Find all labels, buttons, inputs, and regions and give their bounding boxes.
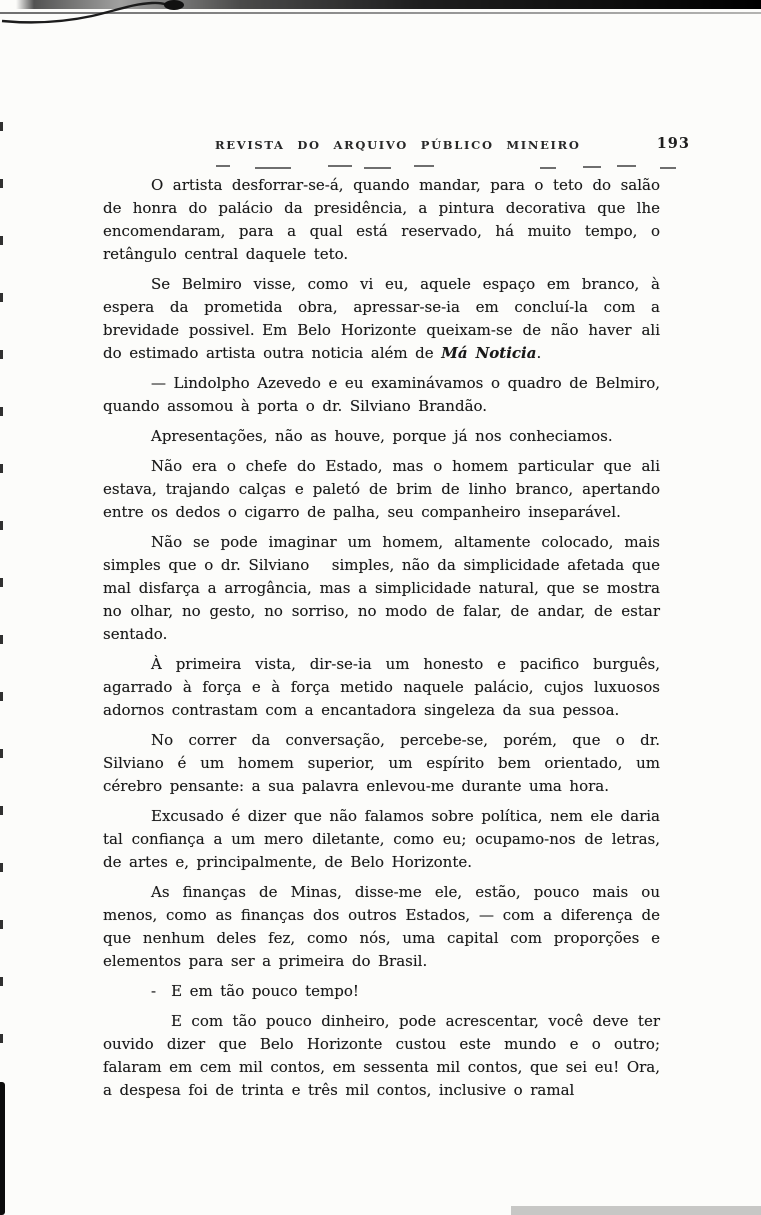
paragraph-text: Se Belmiro visse, como vi eu, aquele espaço em branco, à espera da prometida obra, apressar-se-ia em concluí-la com a brevidade possivel. Em Belo Horizonte queixam-se de não haver ali do estimado artista outra noticia além de — [103, 275, 660, 362]
rule-dash — [660, 167, 676, 169]
scan-artifact-binding-ticks — [0, 122, 3, 1080]
paragraph: Não era o chefe do Estado, mas o homem particular que ali estava, trajando calças e paletó de brim de linho branco, apertando entre os dedos o cigarro de palha, seu companheiro inseparável. — [103, 457, 660, 521]
paragraph: E com tão pouco dinheiro, pode acrescentar, você deve ter ouvido dizer que Belo Horizonte custou este mundo e o outro; falaram em cem mil contos, em sessenta mil contos, que sei eu! Ora, a despesa foi de trinta e três mil contos, inclusive o ramal — [103, 1012, 660, 1099]
emphasized-title: Má Noticia — [441, 344, 537, 362]
paragraph — [103, 273, 660, 365]
rule-dash — [583, 166, 601, 168]
paragraph: - E em tão pouco tempo! — [151, 982, 359, 1000]
paragraph: — Lindolpho Azevedo e eu examinávamos o quadro de Belmiro, quando assomou à porta o dr. Silviano Brandão. — [103, 374, 660, 415]
paragraph: À primeira vista, dir-se-ia um honesto e pacifico burguês, agarrado à força e à força metido naquele palácio, cujos luxuosos adornos contrastam com a encantadora singeleza da sua pessoa. — [103, 655, 660, 719]
rule-dash — [540, 167, 556, 169]
document-body — [103, 174, 660, 1109]
scan-artifact-bottom-band — [511, 1206, 761, 1215]
rule-dash — [414, 165, 434, 167]
page-number: 193 — [656, 135, 690, 152]
scan-artifact-left-strip — [0, 1082, 5, 1215]
rule-dash — [364, 167, 391, 169]
journal-title: REVISTA DO ARQUIVO PÚBLICO MINEIRO — [215, 138, 581, 152]
paragraph-text: . — [536, 344, 542, 362]
rule-dash — [216, 165, 230, 167]
rule-dash — [328, 165, 352, 167]
rule-dash — [617, 165, 636, 167]
paragraph: Apresentações, não as houve, porque já nos conheciamos. — [151, 427, 613, 445]
page-header — [103, 135, 690, 156]
rule-dash — [255, 167, 291, 169]
paragraph: Excusado é dizer que não falamos sobre política, nem ele daria tal confiança a um mero diletante, como eu; ocupamo-nos de letras, de artes e, principalmente, de Belo Horizonte. — [103, 807, 660, 871]
paragraph: As finanças de Minas, disse-me ele, estão, pouco mais ou menos, como as finanças dos outros Estados, — com a diferença de que nenhum deles fez, como nós, uma capital com proporções e elementos para ser a primeira do Brasil. — [103, 883, 660, 970]
paragraph: Não se pode imaginar um homem, altamente colocado, mais simples que o dr. Silviano simples, não da simplicidade afetada que mal disfarça a arrogância, mas a simplicidade natural, que se mostra no olhar, no gesto, no sorriso, no modo de falar, de andar, de estar sentado. — [103, 533, 660, 643]
paragraph: No correr da conversação, percebe-se, porém, que o dr. Silviano é um homem superior, um espírito bem orientado, um cérebro pensante: a sua palavra enlevou-me durante uma hora. — [103, 731, 660, 795]
paragraph: O artista desforrar-se-á, quando mandar, para o teto do salão de honra do palácio da presidência, a pintura decorativa que lhe encomendaram, para a qual está reservado, há muito tempo, o retângulo central daquele teto. — [103, 176, 660, 263]
pen-flourish-mark — [0, 0, 210, 28]
